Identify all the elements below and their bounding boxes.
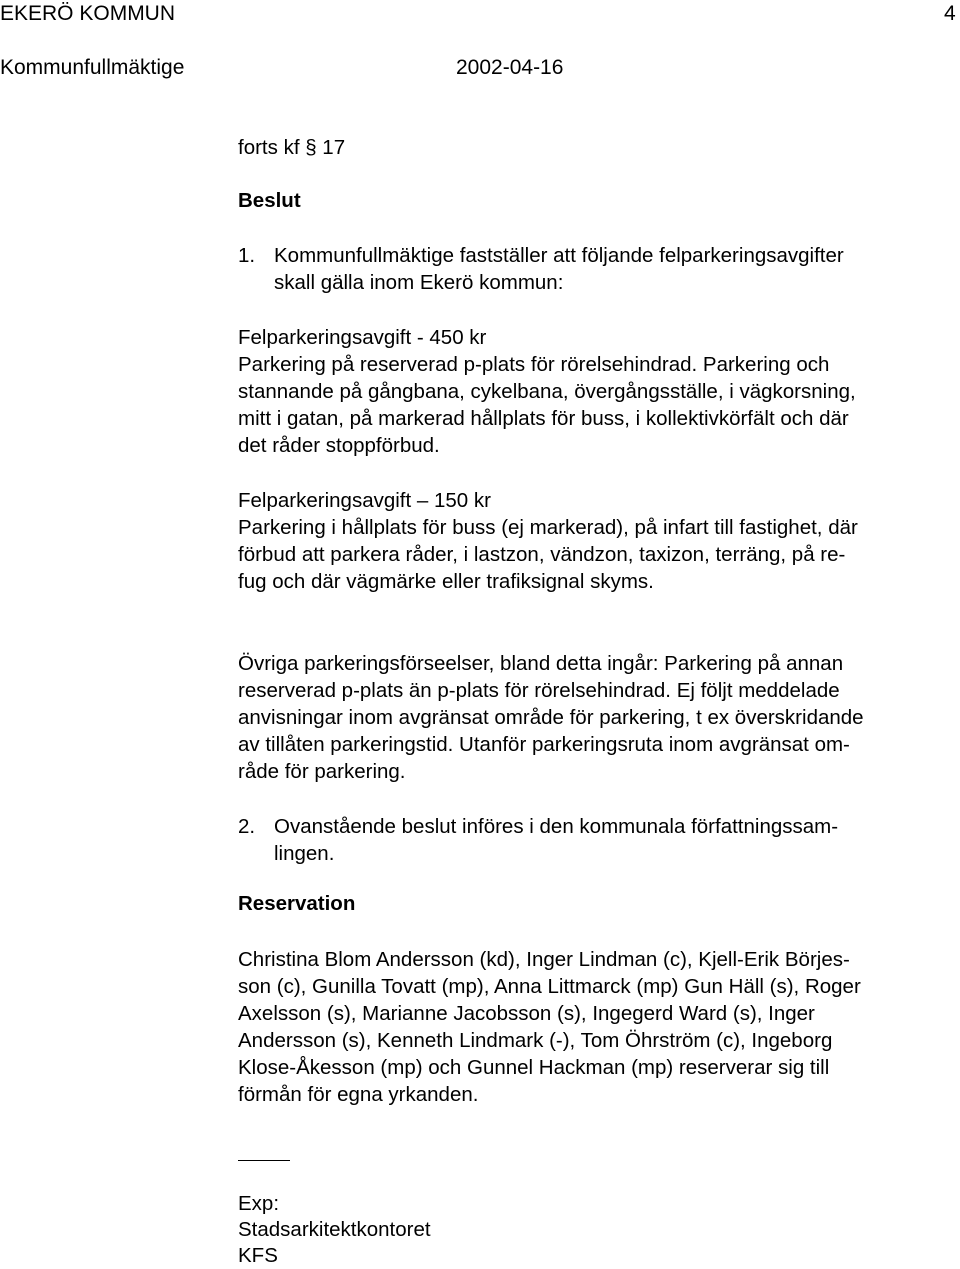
reservation-line: förmån för egna yrkanden.	[238, 1083, 479, 1106]
item-2-line: Ovanstående beslut införes i den kommunala författningssam-	[274, 815, 839, 838]
fee-450-line: det råder stoppförbud.	[238, 434, 440, 457]
other-offences-line: reserverad p-plats än p-plats för rörelsehindrad. Ej följt meddelade	[238, 679, 840, 702]
continuation-note: forts kf § 17	[238, 136, 346, 159]
fee-150-line: Parkering i hållplats för buss (ej markerad), på infart till fastighet, där	[238, 516, 858, 539]
beslut-heading: Beslut	[238, 189, 301, 212]
other-offences-line: av tillåten parkeringstid. Utanför parkeringsruta inom avgränsat om-	[238, 733, 850, 756]
fee-450-title: Felparkeringsavgift - 450 kr	[238, 326, 487, 349]
fee-450-line: Parkering på reserverad p-plats för rörelsehindrad. Parkering och	[238, 353, 830, 376]
exp-recipient: KFS	[238, 1244, 278, 1267]
other-offences-line: anvisningar inom avgränsat område för parkering, t ex överskridande	[238, 706, 864, 729]
item-2-number: 2.	[238, 815, 256, 838]
fee-150-line: förbud att parkera råder, i lastzon, vändzon, taxizon, terräng, på re-	[238, 543, 846, 566]
header-organization: EKERÖ KOMMUN	[0, 2, 176, 25]
item-1-line: Kommunfullmäktige fastställer att följande felparkeringsavgifter	[274, 244, 844, 267]
other-offences-line: råde för parkering.	[238, 760, 406, 783]
fee-150-title: Felparkeringsavgift – 150 kr	[238, 489, 491, 512]
exp-recipient: Stadsarkitektkontoret	[238, 1218, 431, 1241]
fee-450-line: stannande på gångbana, cykelbana, övergångsställe, i vägkorsning,	[238, 380, 856, 403]
reservation-line: Christina Blom Andersson (kd), Inger Lindman (c), Kjell-Erik Börjes-	[238, 948, 850, 971]
fee-150-line: fug och där vägmärke eller trafiksignal skyms.	[238, 570, 654, 593]
other-offences-line: Övriga parkeringsförseelser, bland detta ingår: Parkering på annan	[238, 652, 844, 675]
exp-label: Exp:	[238, 1192, 280, 1215]
reservation-line: son (c), Gunilla Tovatt (mp), Anna Littmarck (mp) Gun Häll (s), Roger	[238, 975, 861, 998]
page-number: 4	[944, 2, 956, 25]
separator-rule	[238, 1160, 290, 1161]
header-body-name: Kommunfullmäktige	[0, 56, 185, 79]
item-1-number: 1.	[238, 244, 256, 267]
item-2-line: lingen.	[274, 842, 335, 865]
reservation-line: Klose-Åkesson (mp) och Gunnel Hackman (mp) reserverar sig till	[238, 1056, 830, 1079]
reservation-heading: Reservation	[238, 892, 356, 915]
item-1-line: skall gälla inom Ekerö kommun:	[274, 271, 564, 294]
header-date: 2002-04-16	[456, 56, 564, 79]
fee-450-line: mitt i gatan, på markerad hållplats för buss, i kollektivkörfält och där	[238, 407, 849, 430]
reservation-line: Andersson (s), Kenneth Lindmark (-), Tom Öhrström (c), Ingeborg	[238, 1029, 833, 1052]
reservation-line: Axelsson (s), Marianne Jacobsson (s), Ingegerd Ward (s), Inger	[238, 1002, 815, 1025]
